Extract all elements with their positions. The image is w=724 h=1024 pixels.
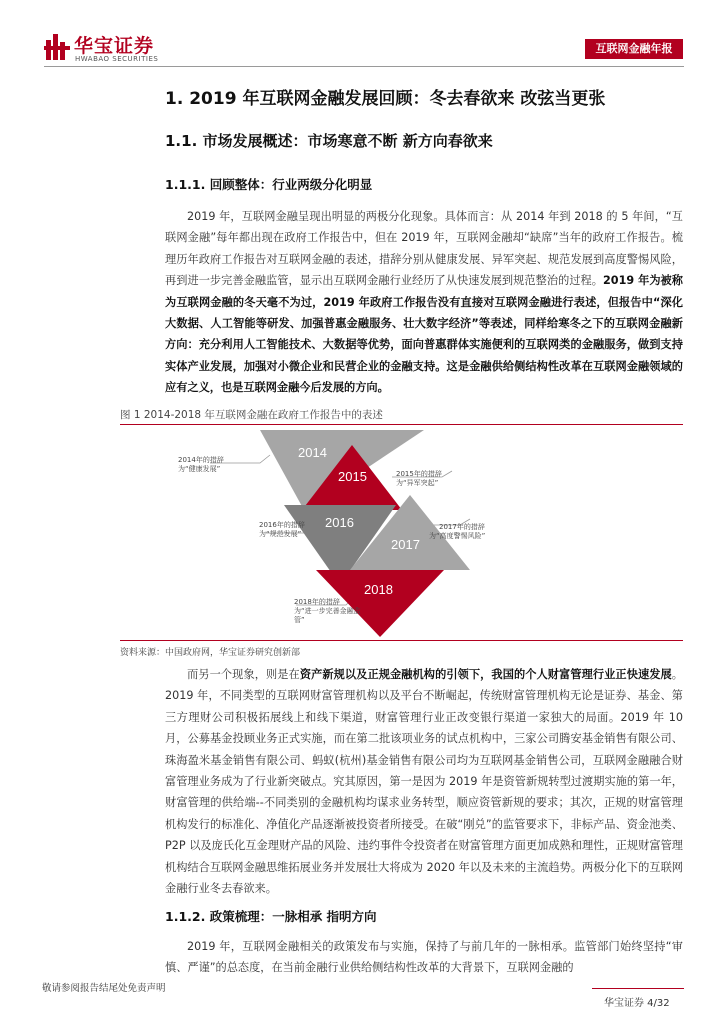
note-2017-line2: 为“高度警惕风险” [429, 532, 486, 540]
footer-page-number: 华宝证券 4/32 [604, 998, 670, 1009]
note-2014-line1: 2014年的措辞 [178, 456, 224, 464]
year-label-2018: 2018 [364, 582, 393, 597]
year-label-2015: 2015 [338, 469, 367, 484]
paragraph-overview [165, 206, 683, 399]
section-heading-1-1-2: 1.1.2. 政策梳理：一脉相承 指明方向 [165, 909, 377, 924]
paragraph-bold-text: 2019 年为被称为互联网金融的冬天毫不为过，2019 年政府工作报告没有直接对互联网金融进行表述，但报告中“深化大数据、人工智能等研发、加强普惠金融服务、壮大数字经济”等表述，同样给寒冬之下的互联网金融新方向：充分利用人工智能技术、大数据等优势，面向普惠群体实施便利的互联网类的金融服务，做到支持实体产业发展，加强对小微企业和民营企业的金融支持。这是金融供给侧结构性改革在互联网金融领域的应有之义，也是互联网金融今后发展的方向。 [165, 274, 683, 395]
figure-bottom-rule [120, 640, 683, 641]
note-2016-line1: 2016年的措辞 [259, 521, 305, 529]
note-2018-line2: 为“进一步完善金融监 [294, 607, 361, 615]
paragraph-text: 。2019 年，不同类型的互联网财富管理机构以及平台不断崛起，传统财富管理机构无论是证券、基金、第三方理财公司积极拓展线上和线下渠道，财富管理行业正改变银行渠道一家独大的局面。2019 年 10 月，公募基金投顾业务正式实施，而在第二批该项业务的试点机构中，三家公司腾安基金销售有限公司、珠海盈米基金销售有限公司、蚂蚁(杭州)基金销售有限公司均为互联网基金销售公司，互联网金融融合财富管理业务成为了行业新突破点。究其原因，第一是因为 2019 年是资管新规转型过渡期实施的第一年，财富管理的供给端--不同类别的金融机构均谋求业务转型，顺应资管新规的要求；其次，正规的财富管理机构发行的标准化、净值化产品逐渐被投资者所接受。在破“刚兑”的监管要求下，非标产品、资金池类、P2P 以及庞氏化互金理财产品的风险、违约事件令投资者在财富管理方面更加成熟和理性，正规财富管理机构结合互联网金融思维拓展业务并发展壮大将成为 2020 年以及未来的主流趋势。两极分化下的互联网金融行业冬去春欲来。 [165, 668, 683, 896]
note-2018-line3: 管” [294, 616, 305, 624]
section-heading-1: 1. 2019 年互联网金融发展回顾：冬去春欲来 改弦当更张 [165, 89, 606, 109]
paragraph-bold-text: 资产新规以及正规金融机构的引领下，我国的个人财富管理行业正快速发展 [299, 668, 672, 681]
paragraph-text: 而另一个现象，则是在 [187, 668, 300, 681]
footer-disclaimer: 敬请参阅报告结尾处免责声明 [42, 983, 166, 994]
note-2014-line2: 为“健康发展” [178, 465, 221, 473]
section-heading-1-1: 1.1. 市场发展概述：市场寒意不断 新方向春欲来 [165, 132, 493, 150]
year-label-2014: 2014 [298, 445, 327, 460]
figure-source: 资料来源：中国政府网，华宝证券研究创新部 [120, 648, 301, 658]
logo-english-text: HWABAO SECURITIES [75, 55, 159, 63]
note-2015-line2: 为“异军突起” [396, 479, 439, 487]
note-2018-line1: 2018年的措辞 [294, 598, 340, 606]
footer-divider [592, 988, 684, 989]
figure-caption: 图 1 2014-2018 年互联网金融在政府工作报告中的表述 [120, 409, 383, 421]
paragraph-text: 2019 年，互联网金融相关的政策发布与实施，保持了与前几年的一脉相承。监管部门始终坚持“审慎、严谨”的总态度，在当前金融行业供给侧结构性改革的大背景下，互联网金融的 [165, 940, 683, 975]
note-2015-line1: 2015年的措辞 [396, 470, 442, 478]
header-divider [44, 66, 684, 67]
year-label-2017: 2017 [391, 537, 420, 552]
note-2016-line2: 为“规范发展” [259, 530, 302, 538]
note-2017-line1: 2017年的措辞 [439, 523, 485, 531]
paragraph-wealth-management [165, 664, 683, 899]
paragraph-policy [165, 936, 683, 979]
timeline-figure [120, 425, 683, 639]
logo-text: 华宝证券 [74, 35, 155, 57]
year-label-2016: 2016 [325, 515, 354, 530]
report-type-badge: 互联网金融年报 [585, 39, 683, 59]
section-heading-1-1-1: 1.1.1. 回顾整体：行业两级分化明显 [165, 177, 373, 192]
paragraph-text: 2019 年，互联网金融呈现出明显的两极分化现象。具体而言：从 2014 年到 2018 的 5 年间，“互联网金融”每年都出现在政府工作报告中，但在 2019 年，互联网金融却“缺席”当年的政府工作报告。梳理历年政府工作报告对互联网金融的表述，措辞分别从健康发展、异军突起、规范发展到高度警惕风险，再到进一步完善金融监管，显示出互联网金融行业经历了从快速发展到规范整治的过程。 [165, 210, 683, 288]
